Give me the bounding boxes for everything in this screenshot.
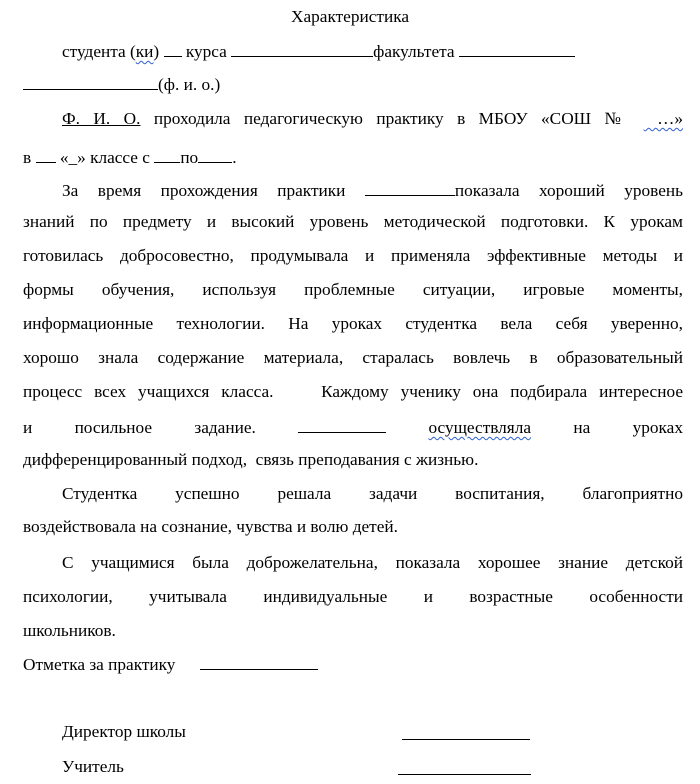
p2-line-1: Студентка успешно решала задачи воспитания, благоприятно (62, 484, 683, 503)
p1-text-b: показала хороший уровень (454, 181, 683, 200)
p2-line-2: воздействовала на сознание, чувства и волю детей. (23, 517, 398, 536)
mark-blank[interactable] (200, 652, 318, 670)
p1-text-a: За время прохождения практики (62, 181, 346, 200)
student-name-blank-2[interactable] (298, 415, 386, 433)
fio-line (23, 72, 220, 96)
faculty-label: факультета (373, 42, 455, 61)
class-blank[interactable] (36, 145, 56, 163)
p1-line-5: информационные технологии. На уроках студентка вела себя уверенно, (23, 314, 683, 333)
fio-ref: Ф. И. О. (62, 109, 141, 128)
course-name-blank[interactable] (231, 39, 373, 57)
p1-name-group (365, 181, 683, 200)
mark-line (23, 652, 318, 676)
fio-blank[interactable] (23, 72, 158, 90)
p1-line-3: готовилась добросовестно, продумывала и применяла эффективные методы и (23, 246, 683, 265)
p1-line-9: дифференцированный подход, связь преподавания с жизнью. (23, 450, 479, 469)
director-label: Директор школы (62, 722, 186, 741)
p1-line-6: хорошо знала содержание материала, старалась вовлечь в образовательный (23, 348, 683, 367)
p1-line-8 (23, 415, 683, 439)
p3-line-2: психологии, учитывала индивидуальные и возрастные особенности (23, 587, 683, 606)
p1-line-1 (62, 178, 683, 202)
teacher-label: Учитель (62, 757, 124, 776)
page-title: Характеристика (290, 7, 409, 26)
p1-line-2: знаний по предмету и высокий уровень методической подготовки. К урокам (23, 212, 683, 231)
p1-line-4: формы обучения, используя проблемные ситуации, игровые моменты, (23, 280, 683, 299)
in-label: в (23, 148, 32, 167)
p1-l8-b: посильное (74, 418, 153, 437)
teacher-signature-blank[interactable] (398, 757, 531, 775)
practice-line-1 (62, 108, 683, 130)
mark-label: Отметка за практику (23, 655, 176, 674)
po-label: по (180, 148, 199, 167)
course-blank[interactable] (164, 39, 182, 57)
student-ki: ки (135, 42, 154, 61)
p3-line-3: школьников. (23, 621, 116, 640)
p1-l8-e: на (573, 418, 591, 437)
practice-text: проходила педагогическую практику в МБОУ «СОШ № (153, 109, 631, 128)
p1-l8-a: и (23, 418, 33, 437)
p3-line-1: С учащимися была доброжелательна, показала хорошее знание детской (62, 553, 683, 572)
p1-l8-c: задание. (194, 418, 256, 437)
student-line (62, 39, 575, 63)
student-name-blank[interactable] (365, 178, 455, 196)
school-number-blank[interactable]: …» (643, 109, 684, 128)
student-close: ) (153, 42, 160, 61)
date-from-blank[interactable] (154, 145, 180, 163)
p1-l8-d: осуществляла (428, 418, 532, 437)
date-to-blank[interactable] (198, 145, 232, 163)
p1-l8-f: уроках (632, 418, 683, 437)
director-signature-blank[interactable] (402, 722, 530, 740)
faculty-blank[interactable] (459, 39, 575, 57)
fio-label: (ф. и. о.) (158, 75, 221, 94)
practice-line-2 (23, 145, 237, 169)
class-label: «_» классе с (59, 148, 150, 167)
student-prefix: студента ( (62, 42, 136, 61)
dot: . (232, 148, 237, 167)
p1-line-7: процесс всех учащихся класса. Каждому ученику она подбирала интересное (23, 382, 683, 401)
course-label: курса (185, 42, 227, 61)
